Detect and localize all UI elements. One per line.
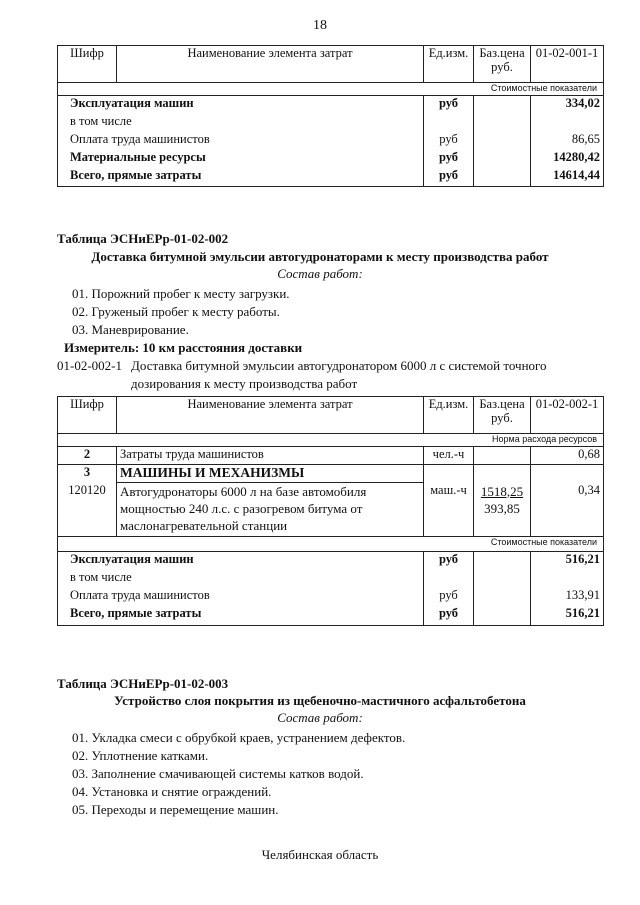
header-price: Баз.цена руб. <box>474 46 531 83</box>
list-item: 01. Укладка смеси с обрубкой краев, устранением дефектов. <box>72 730 406 745</box>
header-name: Наименование элемента затрат <box>117 397 424 434</box>
list-item: 02. Уплотнение катками. <box>72 748 209 763</box>
table-row: Оплата труда машинистов руб 133,91 <box>58 588 604 606</box>
table-row: 120120 Автогудронаторы 6000 л на базе автомобиля мощностью 240 л.с. с разогревом битума от маслонагревательной станции маш.-ч 1518,25 393,85 0,34 <box>58 483 604 537</box>
list-item: 01. Порожний пробег к месту загрузки. <box>72 286 290 301</box>
list-item: 04. Установка и снятие ограждений. <box>72 784 272 799</box>
header-id: 01-02-001-1 <box>531 46 604 83</box>
table-row: Эксплуатация машин руб 516,21 <box>58 552 604 570</box>
header-code: Шифр <box>58 397 117 434</box>
list-item: 05. Переходы и перемещение машин. <box>72 802 279 817</box>
page-footer: Челябинская область <box>261 847 379 862</box>
section-cost-indicators: Стоимостные показатели <box>58 83 604 96</box>
item-code: 01-02-002-1 <box>57 358 122 373</box>
list-item: 02. Груженый пробег к месту работы. <box>72 304 280 319</box>
header-price: Баз.цена руб. <box>474 397 531 434</box>
header-unit: Ед.изм. <box>424 46 474 83</box>
section-resource-norms: Норма расхода ресурсов <box>58 434 604 447</box>
cost-table-1 <box>57 45 604 187</box>
header-name: Наименование элемента затрат <box>117 46 424 83</box>
table-row: Материальные ресурсы руб 14280,42 <box>58 150 604 168</box>
item-description-line: Доставка битумной эмульсии автогудронатором 6000 л с системой точного <box>131 358 547 373</box>
header-code: Шифр <box>58 46 117 83</box>
table-row: Всего, прямые затраты руб 14614,44 <box>58 168 604 187</box>
table-row: Оплата труда машинистов руб 86,65 <box>58 132 604 150</box>
list-item: 03. Маневрирование. <box>72 322 189 337</box>
table-label-3: Таблица ЭСНиЕРр-01-02-003 <box>57 676 229 691</box>
table-row: 2 Затраты труда машинистов чел.-ч 0,68 <box>58 447 604 465</box>
header-id: 01-02-002-1 <box>531 397 604 434</box>
section-title-2: Доставка битумной эмульсии автогудронаторами к месту производства работ <box>91 249 549 264</box>
meter-label: Измеритель: 10 км расстояния доставки <box>64 340 303 355</box>
table-row: в том числе <box>58 570 604 588</box>
list-item: 03. Заполнение смачивающей системы катков водой. <box>72 766 364 781</box>
table-row: 3 МАШИНЫ И МЕХАНИЗМЫ <box>58 465 604 483</box>
work-label-2: Состав работ: <box>277 266 363 281</box>
header-unit: Ед.изм. <box>424 397 474 434</box>
work-label-3: Состав работ: <box>277 710 363 725</box>
page-number: 18 <box>313 18 327 33</box>
section-title-3: Устройство слоя покрытия из щебеночно-мастичного асфальтобетона <box>114 693 526 708</box>
resource-table-2 <box>57 396 604 626</box>
table-row: Всего, прямые затраты руб 516,21 <box>58 606 604 626</box>
table-row: Эксплуатация машин руб 334,02 <box>58 96 604 114</box>
item-description-line: дозирования к месту производства работ <box>131 376 358 391</box>
section-cost-indicators: Стоимостные показатели <box>58 537 604 552</box>
table-row: в том числе <box>58 114 604 132</box>
table-label-2: Таблица ЭСНиЕРр-01-02-002 <box>57 231 229 246</box>
